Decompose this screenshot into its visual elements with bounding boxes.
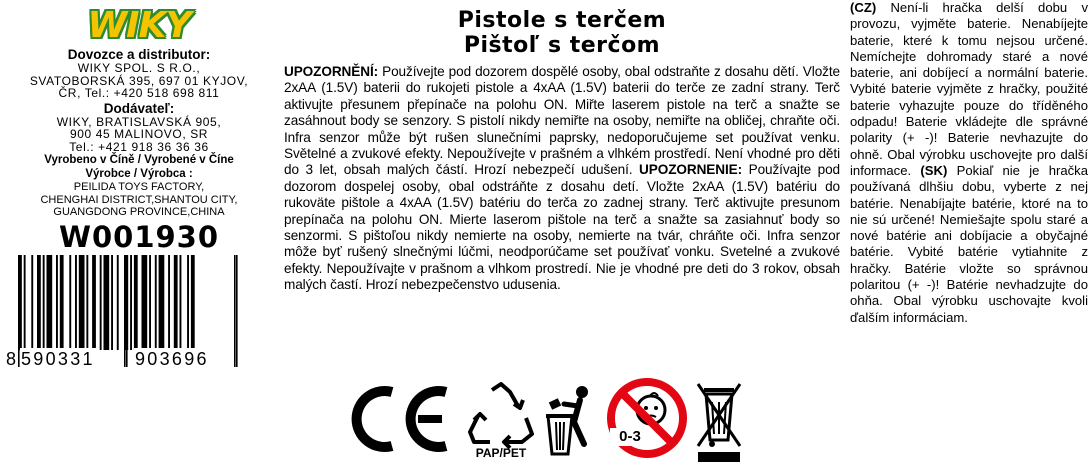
supplier-line: 900 45 MALINOVO, SR bbox=[69, 127, 209, 141]
symbols-row bbox=[344, 376, 824, 466]
recycle-icon bbox=[466, 380, 536, 465]
supplier-line: Tel.: +421 918 36 36 36 bbox=[69, 139, 209, 154]
barcode-bar bbox=[79, 255, 85, 350]
battery-label-cz: (CZ) bbox=[850, 0, 877, 15]
age-label: 0-3 bbox=[610, 428, 650, 446]
battery-text bbox=[850, 0, 1088, 326]
barcode-bar bbox=[134, 255, 138, 350]
distributor-line: SVATOBORSKÁ 395, 697 01 KYJOV, bbox=[29, 73, 249, 88]
recycle-label: PAP/PET bbox=[475, 446, 527, 460]
barcode-bar bbox=[174, 255, 178, 350]
barcode-bar bbox=[187, 255, 189, 350]
left-column bbox=[0, 0, 278, 370]
barcode-bar bbox=[24, 255, 26, 350]
ce-mark-icon bbox=[344, 384, 454, 454]
barcode bbox=[6, 255, 246, 370]
maker-line: PEILIDA TOYS FACTORY, bbox=[73, 181, 205, 193]
barcode-bar bbox=[47, 255, 53, 350]
barcode-bar bbox=[117, 255, 119, 350]
middle-column bbox=[284, 0, 840, 460]
barcode-bar bbox=[56, 255, 58, 350]
distributor-line: ČR, Tel.: +420 518 698 811 bbox=[58, 86, 220, 100]
product-title-cz: Pistole s terčem bbox=[457, 8, 667, 33]
barcode-bar bbox=[86, 255, 88, 350]
barcode-bar bbox=[92, 255, 96, 350]
maker-line: CHENGHAI DISTRICT,SHANTOU CITY, bbox=[40, 193, 238, 206]
barcode-bar bbox=[69, 255, 71, 350]
supplier-heading: Dodávateľ: bbox=[103, 100, 175, 116]
barcode-bar bbox=[100, 255, 102, 350]
distributor-line: WIKY SPOL. S R.O., bbox=[77, 61, 201, 75]
tidyman-icon bbox=[544, 384, 602, 456]
battery-label-sk: (SK) bbox=[920, 162, 948, 178]
barcode-bar bbox=[130, 255, 132, 350]
product-title-sk: Pištoľ s terčom bbox=[463, 33, 661, 58]
barcode-bar bbox=[60, 255, 64, 350]
barcode-bar bbox=[191, 255, 195, 350]
maker-line: GUANGDONG PROVINCE,CHINA bbox=[53, 206, 225, 218]
made-in: Vyrobeno v Číně / Vyrobené v Číne bbox=[44, 154, 234, 166]
logo-text: WIKY bbox=[87, 5, 191, 46]
barcode-bar bbox=[31, 255, 33, 350]
warning-label-sk: UPOZORNENIE: bbox=[639, 162, 743, 178]
barcode-bar bbox=[155, 255, 157, 350]
barcode-bar bbox=[168, 255, 170, 350]
product-code: W001930 bbox=[58, 219, 220, 254]
battery-text-sk: Pokiaľ nie je hračka používaná dlhšiu dobu, vyberte z nej batérie. Nenabíjajte batérie, ktoré na to nie sú určené! Nemiešajte spolu staré a nové batérie ani dobíjacie a obyčajné batérie. Vybité batérie vytiahnite z hračky. Batérie vložte so správnou polaritou (+ -)! Batérie nevhadzujte do ohňa. Obal výrobku uschovajte kvoli ďalším informáciam. bbox=[850, 162, 1089, 325]
crossed-bin-icon bbox=[694, 380, 744, 464]
barcode-bar bbox=[111, 255, 113, 350]
barcode-bar bbox=[180, 255, 182, 350]
supplier-line: WIKY, BRATISLAVSKÁ 905, bbox=[56, 114, 222, 129]
right-column bbox=[850, 0, 1088, 326]
barcode-bar bbox=[159, 255, 165, 350]
barcode-bar bbox=[104, 255, 110, 350]
barcode-group-1: 590331 bbox=[21, 348, 95, 369]
distributor-heading: Dovozce a distributor: bbox=[67, 47, 211, 62]
barcode-first-digit: 8 bbox=[6, 348, 17, 369]
barcode-bar bbox=[75, 255, 77, 350]
warning-label-cz: UPOZORNĚNÍ: bbox=[284, 64, 379, 79]
wiky-logo bbox=[73, 6, 205, 46]
age-warning-icon bbox=[606, 376, 688, 460]
warning-text-cz: Používejte pod dozorem dospělé osoby, obal odstraňte z dosahu dětí. Vložte 2xAA (1.5V) baterii do rukojeti pistole a 4xAA (1.5V) baterii do terče ze zadní strany. Terč aktivujte přesunem přepínače na polohu ON. Miřte laserem pistole na terč a snažte se zasáhnout body se senzory. S pistolí nikdy nemiřte na osoby, nemiřte na obličej, chraňte oči. Infra senzor může být rušen slunečními paprsky, nedoporučujeme set používat venku. Světelné a zvukové efekty. Nepoužívejte v prašném a vlhkém prostředí. Není vhodné pro děti do 3 let, obsah malých částí. Hrozí nebezpečí udušení. bbox=[284, 64, 840, 178]
barcode-bar bbox=[43, 255, 45, 350]
warning-text-sk: Používajte pod dozorom dospelej osoby, obal odstráňte z dosahu detí. Vložte 2xAA (1.5V) batériu do rukoväte pištole a 4xAA (1.5V) batériu do terča zo zadnej strany. Terč aktivujte presunom prepínača na polohu ON. Mierte laserom pištole na terč a snažte sa zasiahnuť body so senzormi. S pištoľou nikdy nemierte na osoby, nemierte na tvár, chráňte oči. Infra senzor môže byť rušený slnečnými lúčmi, neodporúčame set používať vonku. Svetelné a zvukové efekty. Nepoužívajte v prašnom a vlhkom prostredí. Nie je vhodné pre deti do 3 rokov, obsah malých častí. Hrozí nebezpečenstvo udusenia. bbox=[284, 162, 840, 293]
barcode-bar bbox=[142, 255, 148, 350]
maker-heading: Výrobce / Výrobca : bbox=[85, 168, 193, 180]
battery-text-cz: Není-li hračka delší dobu v provozu, vyjměte baterie. Nenabíjejte baterie, které k tomu nejsou určené. Nemíchejte dohromady staré a nové baterie, ani dobíjecí a normální baterie. Vybité baterie vyjměte z hračky, použité baterie vyhazujte pouze do tříděného odpadu! Baterie vkládejte dle správné polarity (+ -)! Baterie nevhazujte do ohně. Obal výrobku uschovejte pro další informace. bbox=[850, 0, 1088, 178]
barcode-bar bbox=[37, 255, 41, 350]
warning-text bbox=[284, 64, 840, 294]
barcode-group-2: 903696 bbox=[135, 348, 209, 369]
barcode-bar bbox=[149, 255, 151, 350]
